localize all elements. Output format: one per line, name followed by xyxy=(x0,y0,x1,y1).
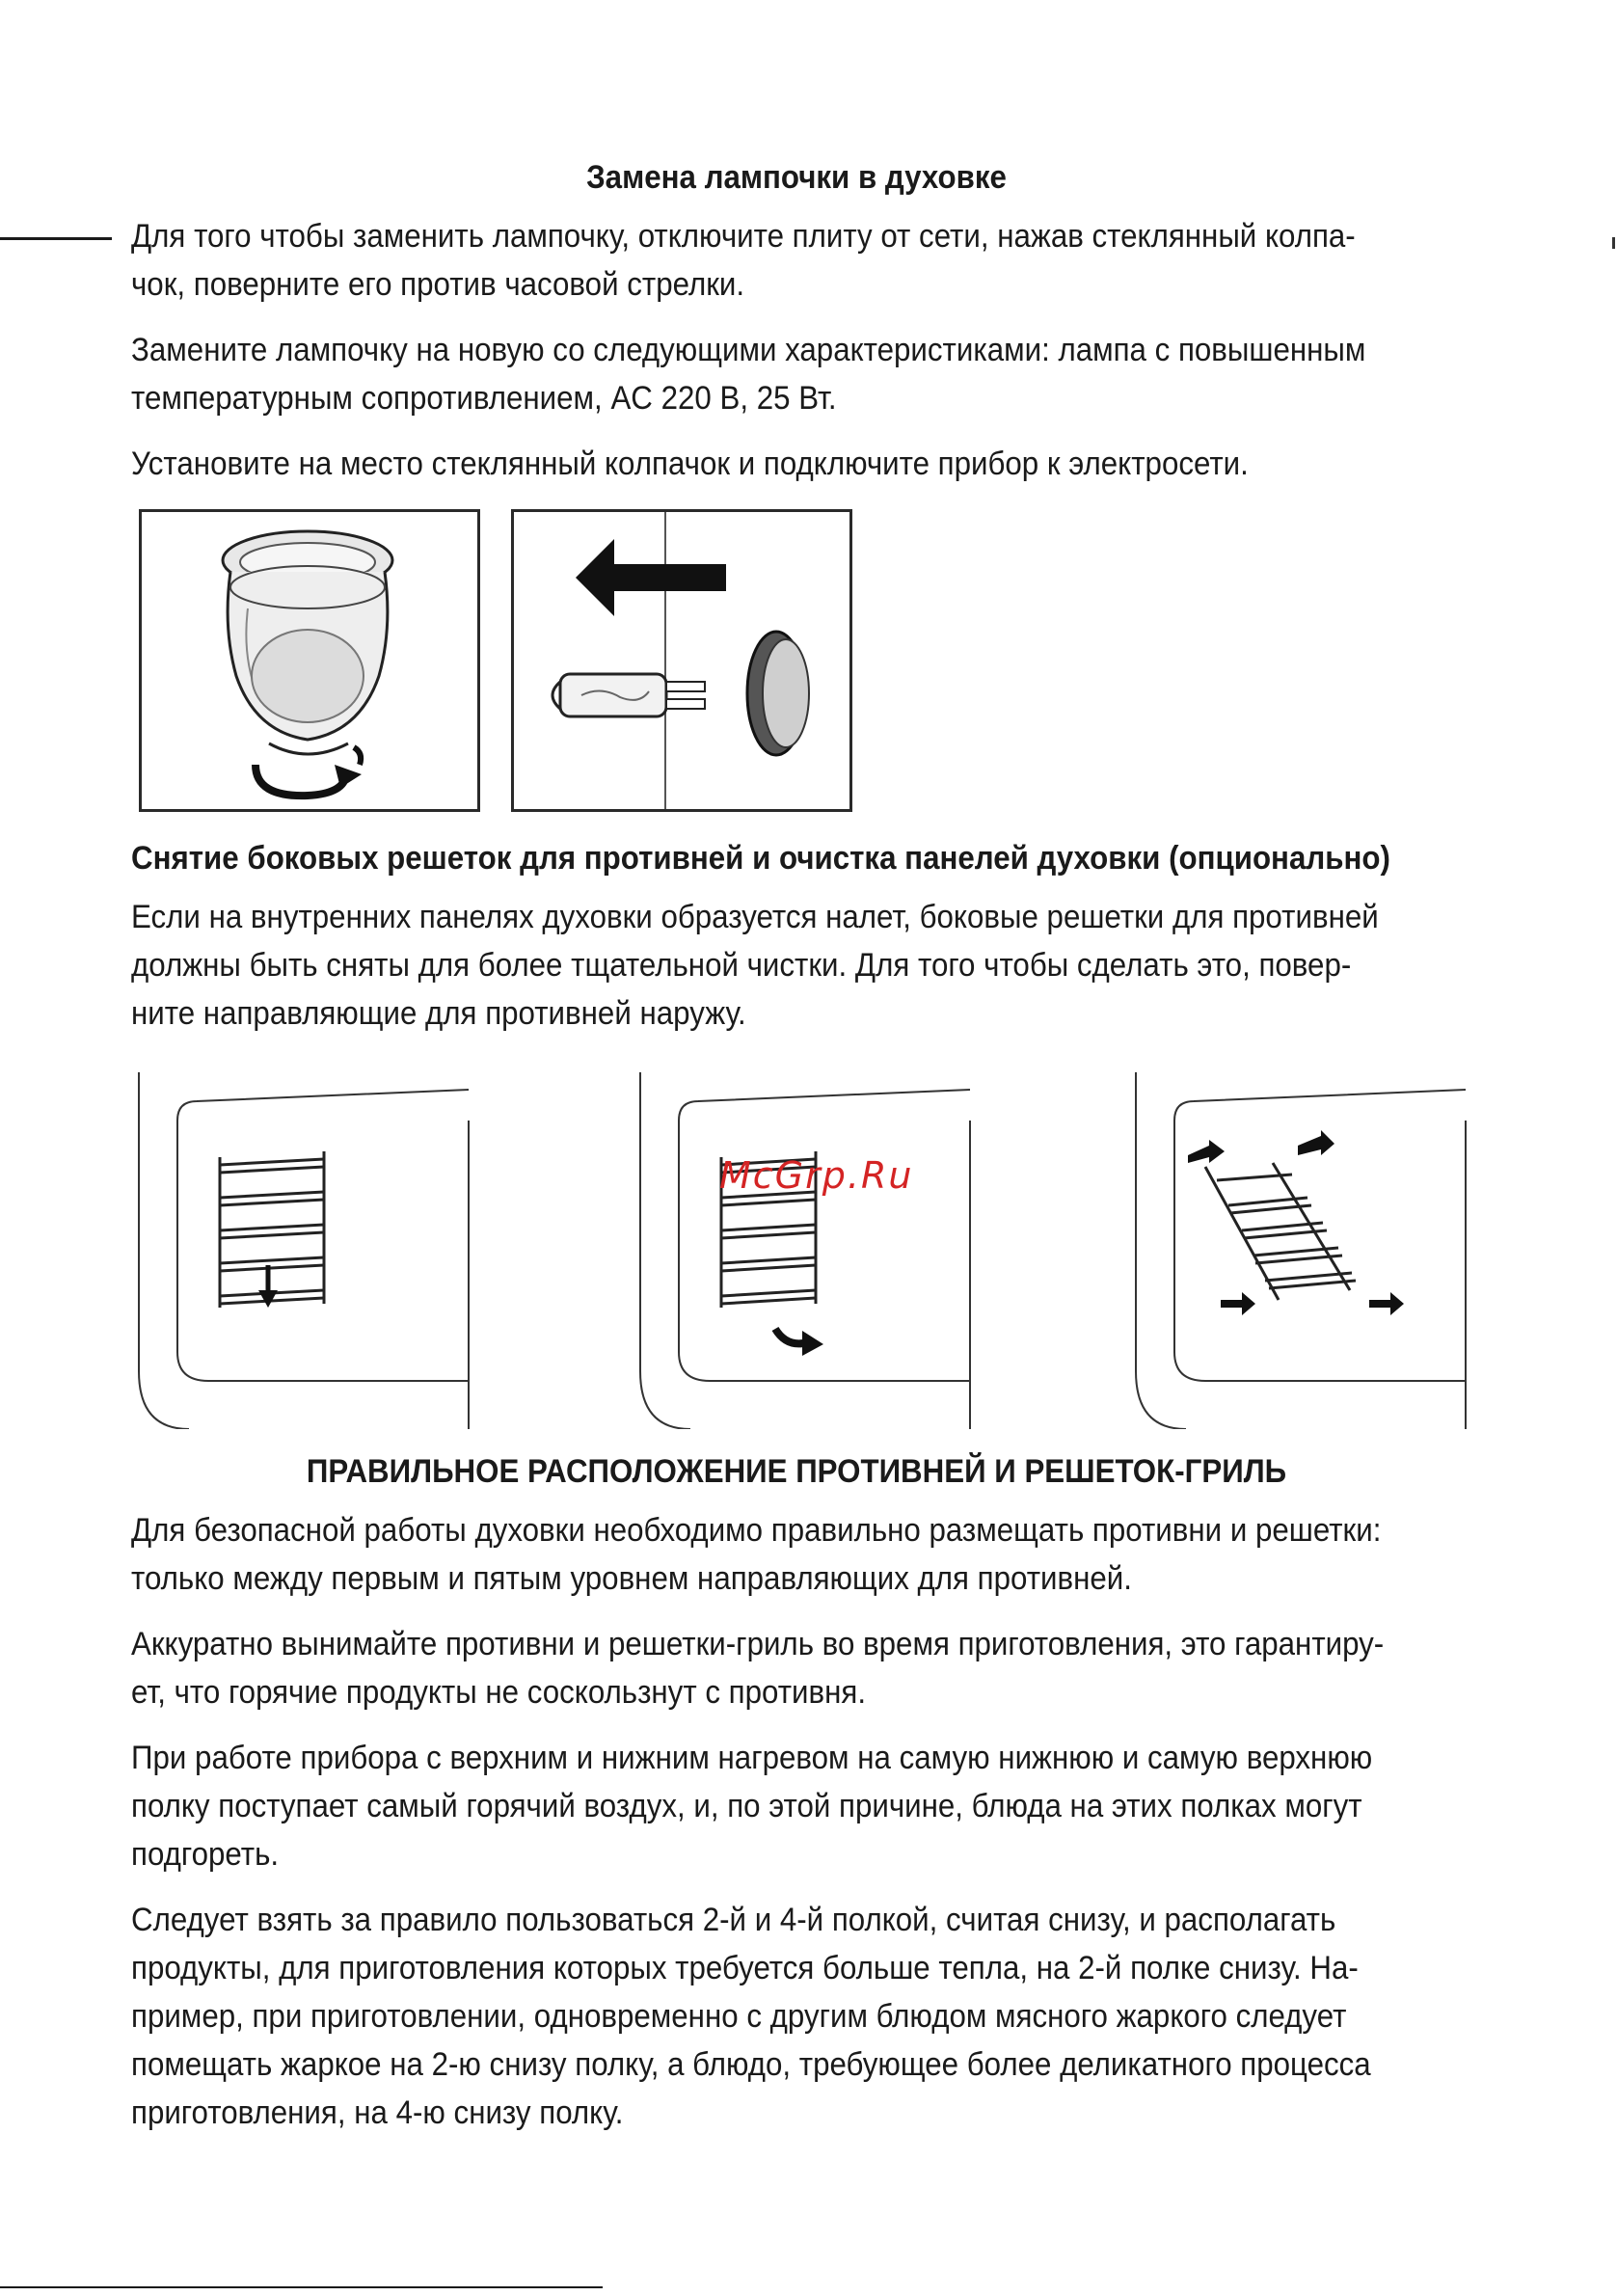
paragraph-racks-line-3: ните направляющие для противней наружу. xyxy=(131,995,746,1032)
paragraph-lamp-2-line-1: Замените лампочку на новую со следующими характеристиками: лампа с повышенным xyxy=(131,332,1366,368)
section-title-racks: Снятие боковых решеток для противней и очистка панелей духовки (опционально) xyxy=(131,840,1390,877)
paragraph-placement-4-line-3: пример, при приготовлении, одновременно с другим блюдом мясного жаркого следует xyxy=(131,1998,1347,2035)
lamp-figures xyxy=(131,509,1462,818)
halogen-bulb-figure xyxy=(511,509,852,812)
paragraph-placement-3-line-1: При работе прибора с верхним и нижним нагревом на самую нижнюю и самую верхнюю xyxy=(131,1740,1373,1776)
section-title-lamp: Замена лампочки в духовке xyxy=(586,159,1007,196)
margin-rule-bottom xyxy=(0,2286,603,2288)
paragraph-racks-line-1: Если на внутренних панелях духовки образуется налет, боковые решетки для противней xyxy=(131,899,1379,935)
paragraph-placement-4-line-4: помещать жаркое на 2-ю снизу полку, а блюдо, требующее более деликатного процесса xyxy=(131,2046,1371,2083)
paragraph-lamp-3-line-1: Установите на место стеклянный колпачок и подключите прибор к электросети. xyxy=(131,446,1249,482)
paragraph-placement-3-line-2: полку поступает самый горячий воздух, и, по этой причине, блюда на этих полках могут xyxy=(131,1788,1362,1824)
rack-step-1-figure xyxy=(131,1063,478,1434)
paragraph-lamp-1-line-1: Для того чтобы заменить лампочку, отключите плиту от сети, нажав стеклянный колпа- xyxy=(131,218,1356,255)
paragraph-placement-4-line-5: приготовления, на 4-ю снизу полку. xyxy=(131,2094,624,2131)
rack-step-2-illustration xyxy=(633,1063,980,1429)
rack-step-3-figure xyxy=(1128,1063,1475,1434)
section-title-placement: ПРАВИЛЬНОЕ РАСПОЛОЖЕНИЕ ПРОТИВНЕЙ И РЕШЕТОК-ГРИЛЬ xyxy=(306,1453,1287,1490)
paragraph-racks-line-2: должны быть сняты для более тщательной чистки. Для того чтобы сделать это, повер- xyxy=(131,947,1352,984)
paragraph-placement-4-line-1: Следует взять за правило пользоваться 2-й и 4-й полкой, считая снизу, и располагать xyxy=(131,1902,1336,1938)
rack-step-2-figure xyxy=(633,1063,980,1434)
lamp-cap-figure xyxy=(139,509,480,812)
paragraph-placement-2-line-1: Аккуратно вынимайте противни и решетки-гриль во время приготовления, это гарантиру- xyxy=(131,1626,1385,1662)
paragraph-lamp-2-line-2: температурным сопротивлением, AC 220 В, 25 Вт. xyxy=(131,380,837,417)
rack-step-3-illustration xyxy=(1128,1063,1475,1429)
page-content xyxy=(131,154,1462,2137)
paragraph-placement-4-line-2: продукты, для приготовления которых требуется больше тепла, на 2-й полке снизу. На- xyxy=(131,1950,1359,1986)
edge-mark xyxy=(1612,237,1615,249)
halogen-bulb-illustration xyxy=(514,512,849,809)
margin-rule-top xyxy=(0,237,112,240)
rack-step-1-illustration xyxy=(131,1063,478,1429)
paragraph-lamp-1-line-2: чок, поверните его против часовой стрелки. xyxy=(131,266,745,303)
paragraph-placement-2-line-2: ет, что горячие продукты не соскользнут с противня. xyxy=(131,1674,867,1711)
paragraph-placement-1-line-1: Для безопасной работы духовки необходимо правильно размещать противни и решетки: xyxy=(131,1512,1382,1549)
paragraph-placement-3-line-3: подгореть. xyxy=(131,1836,280,1873)
watermark: McGrp.Ru xyxy=(719,1154,914,1197)
rack-figures xyxy=(131,1063,1462,1437)
lamp-cap-illustration xyxy=(142,512,477,809)
paragraph-placement-1-line-2: только между первым и пятым уровнем направляющих для противней. xyxy=(131,1560,1132,1597)
